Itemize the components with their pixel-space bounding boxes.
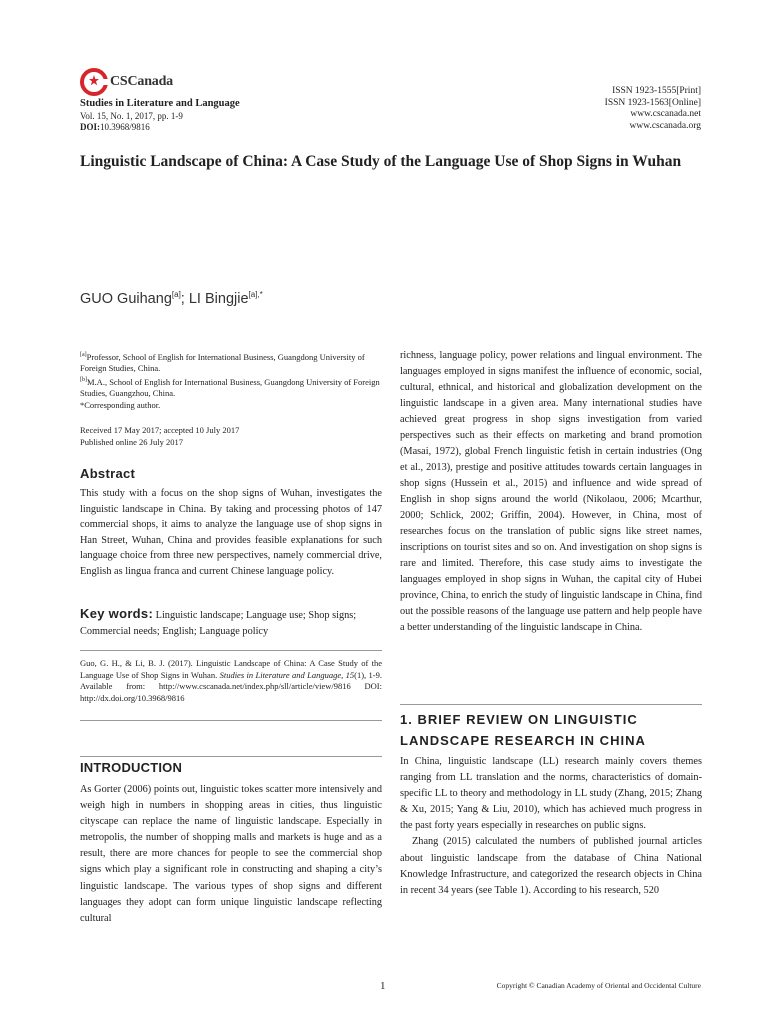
- citation-block: [80, 658, 382, 704]
- author-1: GUO Guihang: [80, 290, 172, 307]
- keywords-label: Key words:: [80, 606, 154, 621]
- introduction-divider: [80, 756, 382, 757]
- author-separator: ;: [180, 290, 189, 307]
- affiliation-a-text: Professor, School of English for International Business, Guangdong University of Foreign Studies, China.: [80, 351, 365, 374]
- journal-name: Studies in Literature and Language: [80, 98, 240, 109]
- volume-line: Vol. 15, No. 1, 2017, pp. 1-9: [80, 111, 183, 121]
- citation-link[interactable]: (1), 1-9. Available from: http://www.cscanada.net/index.php/sll/article/view/9816 DOI: http://dx.doi.org/10.3968/9816: [80, 669, 383, 703]
- abstract-body: This study with a focus on the shop signs of Wuhan, investigates the linguistic landscape in China. By taking and processing photos of 147 commercial shops, it aims to analyze the language use of shop signs in Han Street, Wuhan, China and provides feasible explanations for such language choice from three new perspectives, namely commercial drive, English as lingua franca and current Chinese language policy.: [80, 488, 382, 577]
- affiliation-b-text: M.A., School of English for International Business, Guangdong University of Foreign Studies, Guangzhou, China.: [80, 376, 380, 399]
- introduction-body: As Gorter (2006) points out, linguistic tokes scatter more intensively and weigh high in numbers in shopping areas in cities, thus linguistic cityscape can replace the name of linguistic landscape. Especially in metropolis, the number of shopping malls and markets is huge and as a result, there are more chances for people to see the commercial shop signs which play a significant role in constructing and shaping a city’s linguistic landscape. The various types of shop signs and different languages they adopt can form unique linguistic landscape reflecting cultural: [80, 784, 382, 924]
- section1-body: [400, 754, 702, 899]
- introduction-continuation: richness, language policy, power relations and lingual environment. The languages employed in signs manifest the influence of economic, social, cultural, ethnical, and historical and globalization development on the linguistic landscape in a given area. Many international studies have achieved great progress in shop signs investigation from varied perspectives such as their effects on marketing and brand promotion (Masai, 1972), global French linguistic fetish in certain industries (Ong et al., 2013), prestige and positive attitudes towards certain languages in shop signs (Hussein et al., 2015) and influence and wide spread of English in shop signs around the world (Nikolaou, 2006; Mcarthur, 2000; Schlick, 2002; Griffin, 2004). However, in China, most of researches focus on the translation of public signs like street names, inscriptions on tourist sites and so on. And investigation on shop signs is rare and limited. Therefore, this case study aims to investigate the languages employed in shop signs in Wuhan, the capital city of Hubei province, China, to enrich the study of linguistic landscape in China, find out the possible reasons of the language use pattern and help people have a better understanding of the linguistic landscape in China.: [400, 350, 702, 633]
- section1-divider: [400, 704, 702, 705]
- issn-online: ISSN 1923-1563[Online]: [604, 97, 701, 108]
- affiliation-a: [80, 350, 380, 375]
- publisher-name: CSCanada: [110, 74, 173, 89]
- author-2-sup: [a],*: [248, 290, 263, 299]
- section1-paragraph-1: In China, linguistic landscape (LL) research mainly covers themes ranging from LL translation and the norms, characteristics of domain-specific LL to theory and methodology in LL study (Zhang, 2015; Zhang & Xu, 2015; Yang & Liu, 2010), which has achieved much progress in the past forty years especially in researches on public signs.: [400, 756, 702, 832]
- copyright-notice: Copyright © Canadian Academy of Oriental and Occidental Culture: [496, 981, 701, 990]
- affiliation-b: [80, 375, 380, 400]
- article-title: Linguistic Landscape of China: A Case Study of the Language Use of Shop Signs in Wuhan: [80, 153, 682, 170]
- issn-block: [605, 86, 701, 132]
- corresponding-author: *Corresponding author.: [80, 399, 161, 410]
- author-1-sup: [a]: [171, 290, 181, 299]
- website-net[interactable]: www.cscanada.net: [630, 109, 701, 119]
- volume-info: [80, 111, 183, 133]
- keywords-text: Linguistic landscape; Language use; Shop signs; Commercial needs; English; Language policy: [80, 610, 357, 637]
- abstract-heading: Abstract: [80, 466, 136, 481]
- section1-heading: 1. BRIEF REVIEW ON LINGUISTIC LANDSCAPE RESEARCH IN CHINA: [400, 712, 646, 748]
- received-date: Received 17 May 2017; accepted 10 July 2017: [80, 425, 240, 435]
- page-number: 1: [380, 980, 386, 992]
- affiliation-b-sup: [b]: [80, 376, 87, 383]
- doi-label: DOI:: [80, 122, 100, 132]
- published-date: Published online 26 July 2017: [80, 436, 183, 447]
- citation-text: Guo, G. H., & Li, B. J. (2017). Linguistic Landscape of China: A Case Study of the Language Use of Shop Signs in Wuhan.: [80, 658, 382, 680]
- keywords: [80, 606, 382, 640]
- website-org[interactable]: www.cscanada.org: [629, 120, 701, 131]
- affiliations: [80, 350, 380, 411]
- publisher-logo: [80, 68, 173, 96]
- doi-line: [80, 122, 183, 133]
- citation-divider-top: [80, 650, 382, 651]
- cscanada-logo-icon: [80, 68, 108, 96]
- section1-paragraph-2: Zhang (2015) calculated the numbers of published journal articles about linguistic landscape from the database of China National Knowledge Infrastructure, and categorized the research objects in China in recent 34 years (see Table 1). According to his research, 520: [400, 836, 702, 896]
- citation-journal: Studies in Literature and Language, 15: [219, 669, 355, 680]
- doi-value: 10.3968/9816: [100, 122, 150, 132]
- article-dates: [80, 425, 380, 448]
- citation-divider-bottom: [80, 720, 382, 721]
- affiliation-a-sup: [a]: [80, 352, 87, 358]
- introduction-heading: INTRODUCTION: [80, 760, 183, 775]
- author-line: [80, 290, 263, 307]
- issn-print: ISSN 1923-1555[Print]: [612, 86, 701, 96]
- author-2: LI Bingjie: [188, 290, 249, 307]
